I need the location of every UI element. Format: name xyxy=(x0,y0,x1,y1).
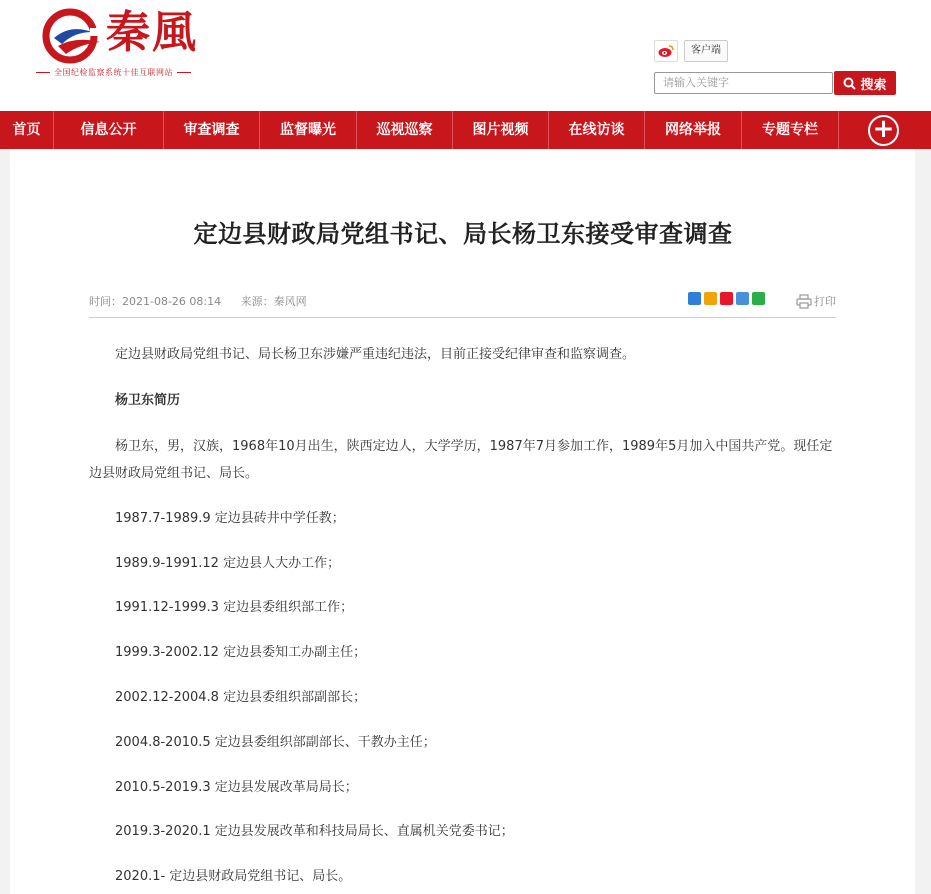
logo-text: 秦風 xyxy=(106,7,198,58)
nav-item-special[interactable]: 专题专栏 xyxy=(742,111,839,149)
share-bar xyxy=(688,292,765,305)
share-qq-icon[interactable] xyxy=(736,292,749,305)
article-paragraph: 杨卫东，男，汉族，1968年10月出生，陕西定边人，大学学历，1987年7月参加工作，1989年5月加入中国共产党。现任定边县财政局党组书记、局长。 xyxy=(89,439,833,481)
article-meta xyxy=(89,293,323,309)
nav-item-inspection[interactable]: 巡视巡察 xyxy=(357,111,453,149)
share-more-icon[interactable] xyxy=(688,292,701,305)
nav-item-media[interactable]: 图片视频 xyxy=(453,111,549,149)
article-title: 定边县财政局党组书记、局长杨卫东接受审查调查 xyxy=(193,220,733,248)
resume-item: 2004.8-2010.5 定边县委组织部副部长、干教办主任； xyxy=(115,735,436,750)
main-nav xyxy=(0,111,931,149)
article-source: 来源：秦风网 xyxy=(240,295,307,308)
printer-icon xyxy=(796,294,812,309)
resume-item: 2002.12-2004.8 定边县委组织部副部长； xyxy=(115,690,367,705)
resume-item: 1991.12-1999.3 定边县委组织部工作； xyxy=(115,600,354,615)
print-label: 打印 xyxy=(814,295,836,308)
site-header xyxy=(0,0,931,111)
title-divider xyxy=(89,317,836,318)
nav-item-report[interactable]: 网络举报 xyxy=(645,111,742,149)
nav-item-investigation[interactable]: 审查调查 xyxy=(164,111,260,149)
resume-item: 2010.5-2019.3 定边县发展改革局局长； xyxy=(115,780,358,795)
nav-item-info[interactable]: 信息公开 xyxy=(54,111,164,149)
share-wechat-icon[interactable] xyxy=(752,292,765,305)
search-icon xyxy=(843,77,856,90)
print-button[interactable] xyxy=(796,293,836,309)
site-slogan xyxy=(36,67,236,78)
resume-item: 2020.1- 定边县财政局党组书记、局长。 xyxy=(115,869,352,884)
share-qzone-icon[interactable] xyxy=(704,292,717,305)
nav-item-exposure[interactable]: 监督曝光 xyxy=(260,111,357,149)
resume-item: 1999.3-2002.12 定边县委知工办副主任； xyxy=(115,645,367,660)
publish-time: 时间：2021-08-26 08:14 xyxy=(89,295,222,308)
site-logo[interactable] xyxy=(36,4,236,84)
logo-emblem-icon xyxy=(40,6,108,66)
share-weibo-icon[interactable] xyxy=(720,292,733,305)
resume-item: 1987.7-1989.9 定边县砖井中学任教； xyxy=(115,511,345,526)
client-app-button[interactable]: 客户端 xyxy=(684,40,728,62)
search-input[interactable]: 请输入关键字 xyxy=(654,72,833,94)
search-button[interactable] xyxy=(834,71,896,95)
weibo-icon[interactable] xyxy=(654,40,678,62)
resume-item: 1989.9-1991.12 定边县人大办工作； xyxy=(115,556,341,571)
search-button-label: 搜索 xyxy=(860,77,887,93)
slogan-text: 全国纪检监察系统十佳互联网站 xyxy=(54,68,173,77)
nav-more-button[interactable]: + xyxy=(868,115,899,146)
resume-item: 2019.3-2020.1 定边县发展改革和科技局局长、直属机关党委书记； xyxy=(115,824,514,839)
client-links xyxy=(654,40,728,62)
article-subheading: 杨卫东简历 xyxy=(115,393,181,408)
article-paragraph: 定边县财政局党组书记、局长杨卫东涉嫌严重违纪违法，目前正接受纪律审查和监察调查。 xyxy=(115,347,636,362)
nav-item-home[interactable]: 首页 xyxy=(0,111,54,149)
nav-item-interview[interactable]: 在线访谈 xyxy=(549,111,645,149)
